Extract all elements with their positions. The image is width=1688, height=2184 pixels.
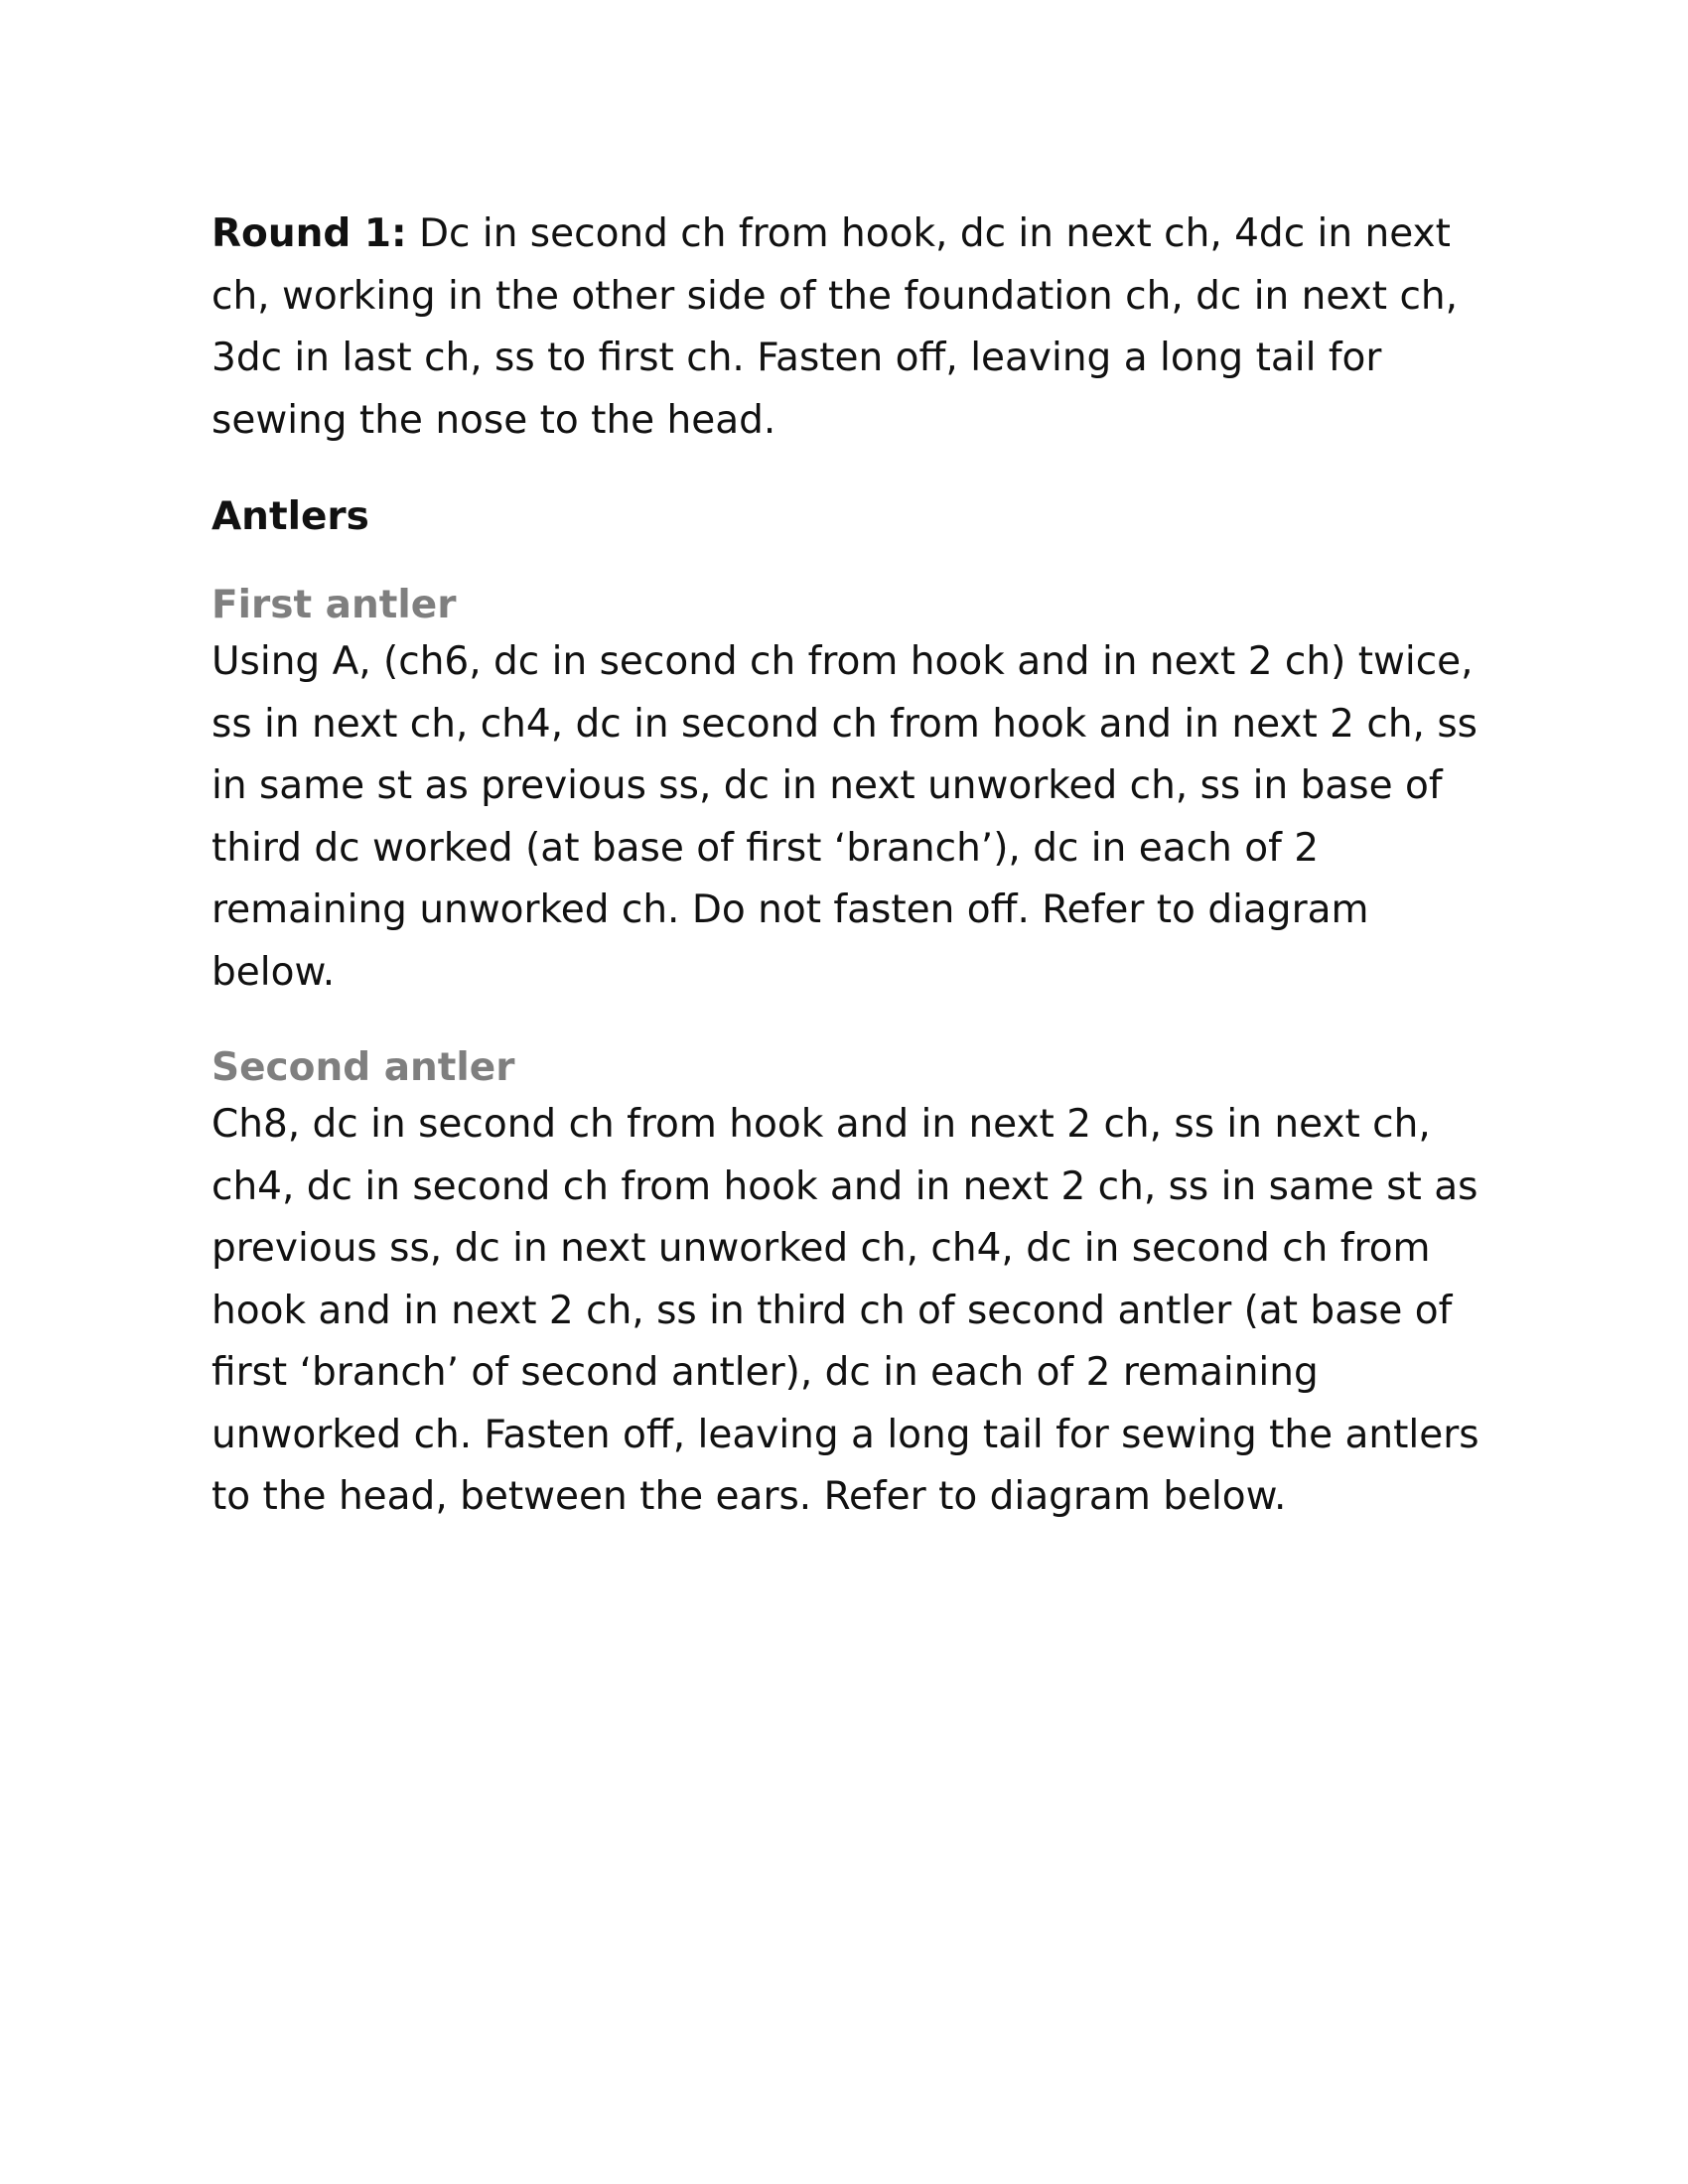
first-antler-heading: First antler	[211, 583, 457, 627]
document-page	[211, 204, 1502, 1529]
second-antler-text: Ch8, dc in second ch from hook and in next 2 ch, ss in next ch, ch4, dc in second ch from hook and in next 2 ch, ss in same st as previous ss, dc in next unworked ch, ch4, dc in second ch from hook and in next 2 ch, ss in third ch of second antler (at base of first ‘branch’ of second antler), dc in each of 2 remaining unworked ch. Fasten off, leaving a long tail for sewing the antlers to the head, between the ears. Refer to diagram below.	[211, 1102, 1479, 1519]
first-antler-text: Using A, (ch6, dc in second ch from hook and in next 2 ch) twice, ss in next ch, ch4, dc in second ch from hook and in next 2 ch, ss in same st as previous ss, dc in next unworked ch, ss in base of third dc worked (at base of first ‘branch’), dc in each of 2 remaining unworked ch. Do not fasten off. Refer to diagram below.	[211, 639, 1477, 995]
round-1-paragraph	[211, 204, 1502, 452]
round-1-label: Round 1:	[211, 211, 407, 256]
antlers-heading: Antlers	[211, 494, 369, 539]
round-1-text: Dc in second ch from hook, dc in next ch, 4dc in next ch, working in the other side of the foundation ch, dc in next ch, 3dc in last ch, ss to first ch. Fasten off, leaving a long tail for sewing the nose to the head.	[211, 211, 1459, 443]
second-antler-heading: Second antler	[211, 1045, 515, 1090]
